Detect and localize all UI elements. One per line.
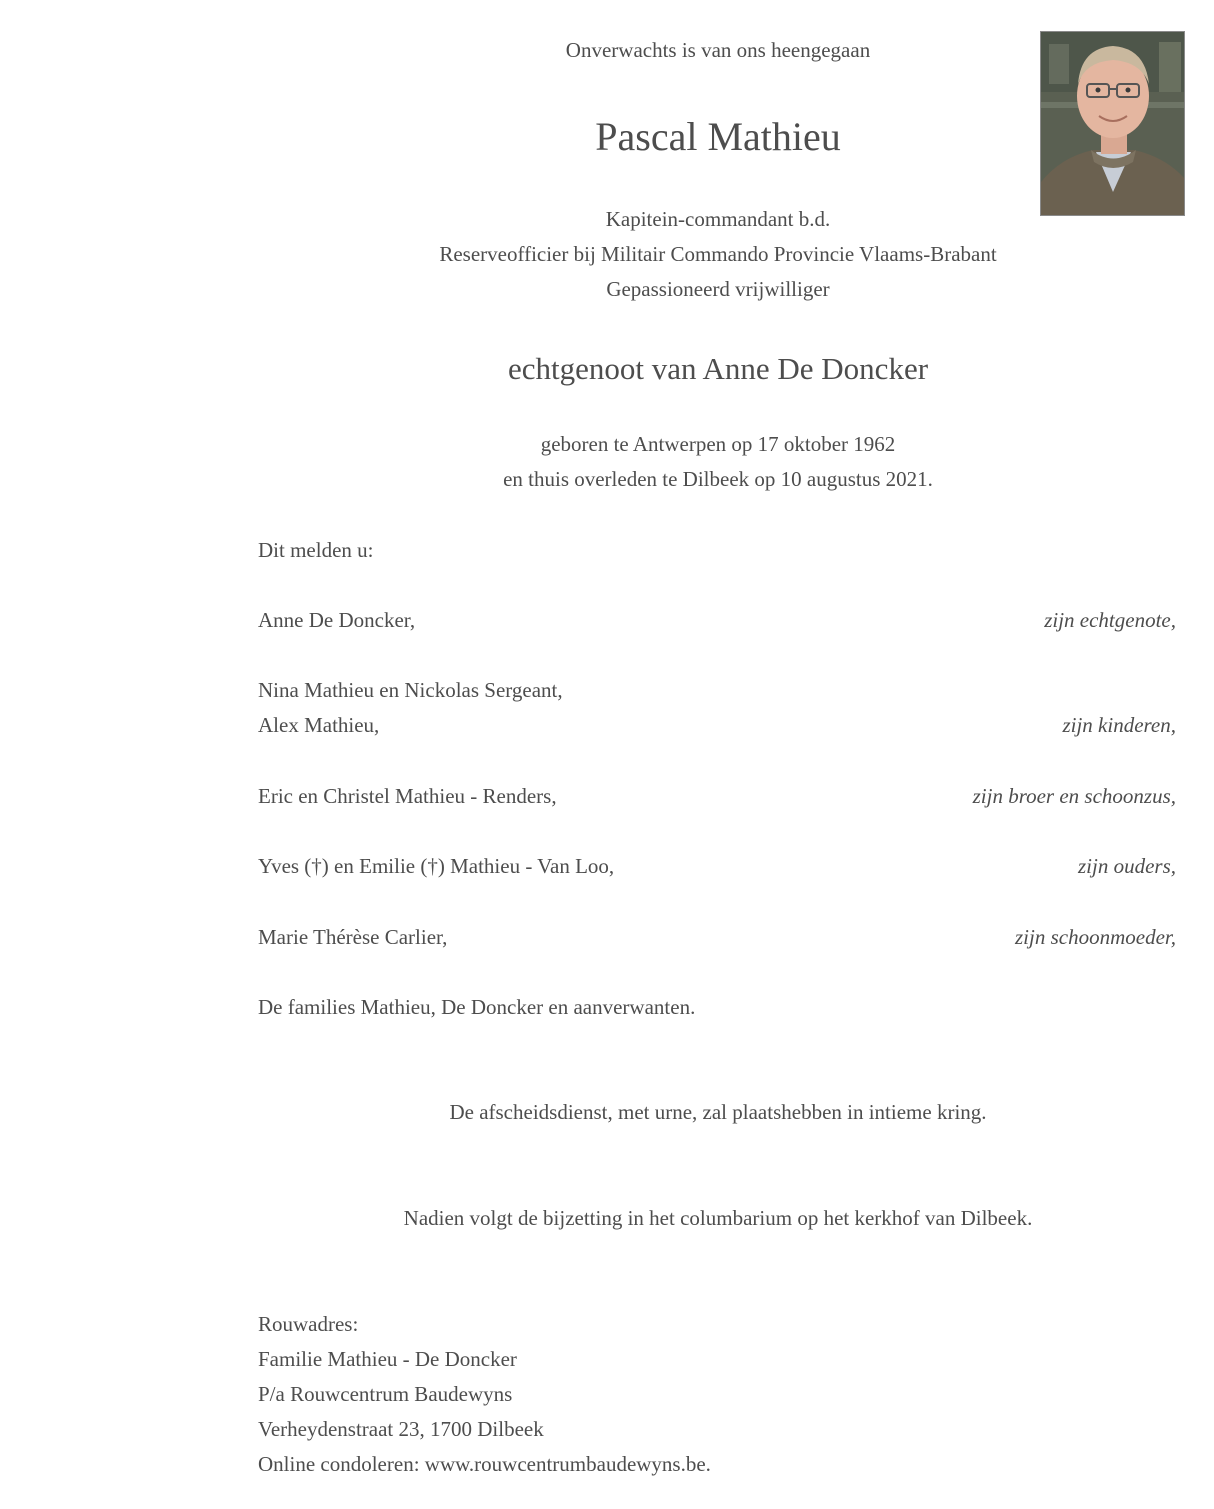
- family-relation: zijn kinderen,: [1062, 713, 1176, 737]
- family-names: Yves (†) en Emilie (†) Mathieu - Van Loo,: [258, 854, 615, 878]
- family-relation: zijn broer en schoonzus,: [972, 784, 1176, 808]
- announcement-intro: Dit melden u:: [258, 538, 374, 562]
- title-line-2: Reserveofficier bij Militair Commando Provincie Vlaams-Brabant: [439, 242, 997, 266]
- address-label: Rouwadres:: [258, 1312, 359, 1336]
- family-names: Marie Thérèse Carlier,: [258, 925, 448, 949]
- address-line: Familie Mathieu - De Doncker: [258, 1347, 517, 1371]
- family-names: Eric en Christel Mathieu - Renders,: [258, 784, 557, 808]
- families-line: De families Mathieu, De Doncker en aanverwanten.: [258, 995, 696, 1019]
- family-relation: zijn schoonmoeder,: [1015, 925, 1176, 949]
- spouse-line: echtgenoot van Anne De Doncker: [507, 351, 929, 386]
- address-line: Verheydenstraat 23, 1700 Dilbeek: [258, 1417, 544, 1441]
- interment-line: Nadien volgt de bijzetting in het columbarium op het kerkhof van Dilbeek.: [403, 1206, 1033, 1230]
- death-line: en thuis overleden te Dilbeek op 10 augustus 2021.: [503, 467, 933, 491]
- deceased-name: Pascal Mathieu: [595, 114, 841, 159]
- family-relation: zijn ouders,: [1077, 854, 1176, 878]
- family-names: Anne De Doncker,: [258, 608, 416, 632]
- intro-text: Onverwachts is van ons heengegaan: [565, 38, 871, 62]
- title-line-3: Gepassioneerd vrijwilliger: [606, 277, 830, 301]
- family-names: Alex Mathieu,: [258, 713, 380, 737]
- condolence-line: Online condoleren: www.rouwcentrumbaudewyns.be.: [258, 1452, 711, 1476]
- family-names: Nina Mathieu en Nickolas Sergeant,: [258, 678, 563, 702]
- address-line: P/a Rouwcentrum Baudewyns: [258, 1382, 513, 1406]
- birth-line: geboren te Antwerpen op 17 oktober 1962: [540, 432, 896, 456]
- family-relation: zijn echtgenote,: [1044, 608, 1176, 632]
- title-line-1: Kapitein-commandant b.d.: [605, 207, 831, 231]
- farewell-service: De afscheidsdienst, met urne, zal plaatshebben in intieme kring.: [449, 1100, 987, 1124]
